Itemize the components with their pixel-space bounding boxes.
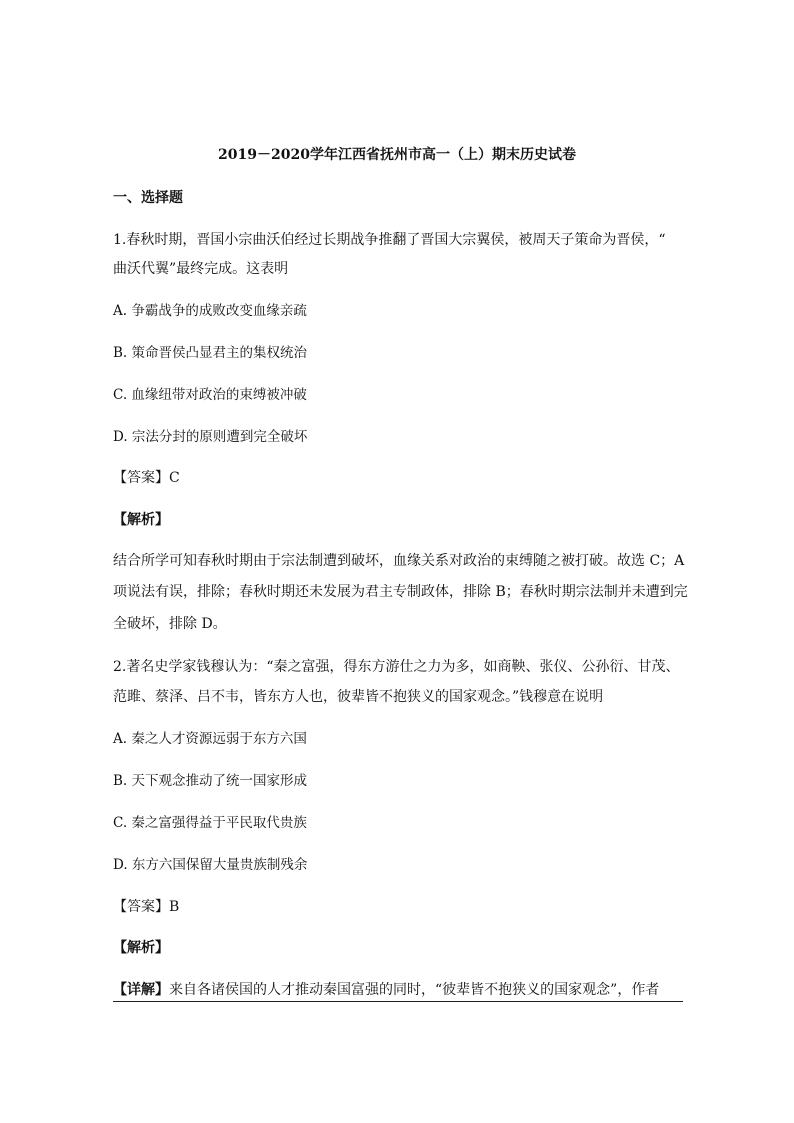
q2-detail-line [113, 980, 683, 1000]
q1-analysis-line1: 结合所学可知春秋时期由于宗法制遭到破坏，血缘关系对政治的束缚随之被打破。故选 C；A [113, 553, 685, 569]
page-bottom-rule [113, 1001, 683, 1002]
q1-answer: 【答案】C [113, 470, 180, 486]
q2-option-a: A. 秦之人才资源远弱于东方六国 [113, 731, 307, 747]
q1-option-a: A. 争霸战争的成败改变血缘亲疏 [113, 303, 307, 319]
section-heading: 一、选择题 [113, 190, 183, 206]
q2-option-d: D. 东方六国保留大量贵族制残余 [113, 857, 308, 873]
q2-stem-line1: 2.著名史学家钱穆认为：“秦之富强，得东方游仕之力为多，如商鞅、张仪、公孙衍、甘茂、 [113, 659, 680, 675]
q1-stem-line2: 曲沃代翼”最终完成。这表明 [113, 261, 289, 277]
q1-option-d: D. 宗法分封的原则遭到完全破坏 [113, 429, 308, 445]
q2-stem-line2: 范雎、蔡泽、吕不韦，皆东方人也，彼辈皆不抱狭义的国家观念。”钱穆意在说明 [113, 689, 604, 705]
q2-detail-text: 来自各诸侯国的人才推动秦国富强的同时，“彼辈皆不抱狭义的国家观念”，作者 [169, 982, 660, 998]
q2-analysis-label: 【解析】 [113, 940, 169, 956]
q1-option-c: C. 血缘纽带对政治的束缚被冲破 [113, 387, 307, 403]
q1-analysis-line3: 全破坏，排除 D。 [113, 616, 227, 632]
q1-stem-line1: 1.春秋时期，晋国小宗曲沃伯经过长期战争推翻了晋国大宗翼侯，被周天子策命为晋侯，“ [113, 232, 666, 248]
q2-answer: 【答案】B [113, 899, 180, 915]
q1-option-b: B. 策命晋侯凸显君主的集权统治 [113, 345, 308, 361]
q2-option-c: C. 秦之富强得益于平民取代贵族 [113, 815, 307, 831]
q2-detail-label: 【详解】 [113, 982, 169, 998]
q2-option-b: B. 天下观念推动了统一国家形成 [113, 773, 308, 789]
page-title: 2019－2020学年江西省抚州市高一（上）期末历史试卷 [218, 147, 576, 163]
q1-analysis-label: 【解析】 [113, 512, 169, 528]
q1-analysis-line2: 项说法有误，排除；春秋时期还未发展为君主专制政体，排除 B；春秋时期宗法制并未遭到完 [113, 584, 688, 600]
